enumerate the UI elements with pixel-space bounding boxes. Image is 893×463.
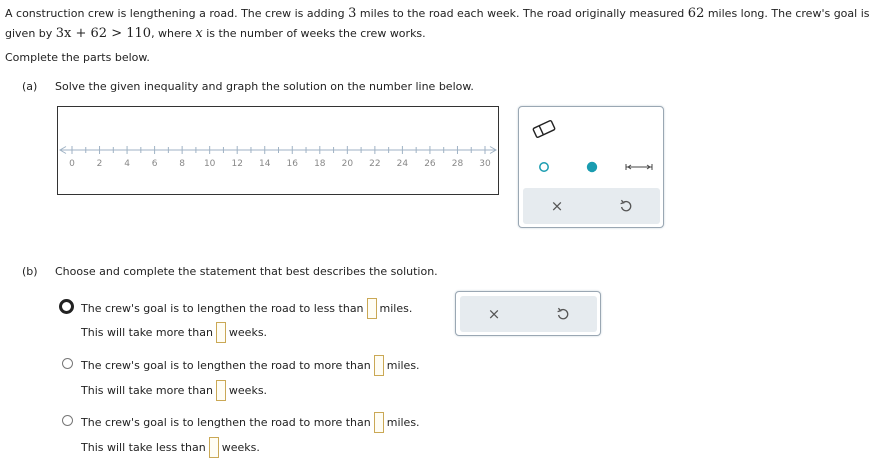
part-a-label: (a): [22, 80, 38, 93]
tick-label: 14: [259, 159, 271, 169]
part-b-undo-button[interactable]: [529, 296, 597, 332]
closed-point-tool[interactable]: [580, 155, 604, 179]
option-3-line-1: The crew's goal is to lengthen the road to more than miles.: [81, 411, 420, 433]
tick-label: 0: [69, 159, 75, 169]
close-icon: ×: [487, 305, 501, 323]
tick-label: 4: [124, 159, 130, 169]
part-b-action-bar: [460, 296, 597, 332]
segment-icon: [624, 162, 654, 172]
part-b-prompt: Choose and complete the statement that best describes the solution.: [55, 265, 438, 278]
option-1-line-2: This will take more than weeks.: [81, 321, 267, 343]
number-line[interactable]: [58, 107, 498, 194]
option-1-miles-input[interactable]: [367, 298, 377, 319]
tick-label: 22: [369, 159, 381, 169]
open-circle-icon: [538, 161, 550, 173]
option-3-radio[interactable]: [62, 415, 73, 426]
option-1-weeks-input[interactable]: [216, 322, 226, 343]
tick-label: 18: [314, 159, 326, 169]
eraser-icon: [531, 120, 557, 138]
tick-label: 2: [96, 159, 103, 169]
problem-line-1: A construction crew is lengthening a road. The crew is adding 3 miles to the road each week. The road originally measured 62 miles long. The crew's goal is: [5, 6, 870, 21]
tick-label: 6: [151, 159, 158, 169]
tick-label: 16: [286, 159, 298, 169]
problem-line-2: given by 3x + 62 > 110, where x is the number of weeks the crew works.: [5, 26, 426, 41]
option-2-line-2: This will take more than weeks.: [81, 379, 267, 401]
instructions: Complete the parts below.: [5, 51, 150, 64]
option-2-line-1: The crew's goal is to lengthen the road to more than miles.: [81, 354, 420, 376]
tick-label: 20: [341, 159, 354, 169]
undo-icon: [556, 307, 570, 321]
option-1-line-1: The crew's goal is to lengthen the road to less than miles.: [81, 297, 412, 319]
part-b-action-box: [455, 291, 601, 336]
rate-value: 3: [348, 6, 357, 21]
graph-tool-palette: [518, 106, 664, 228]
option-2-weeks-input[interactable]: [216, 380, 226, 401]
tick-label: 28: [451, 159, 464, 169]
tick-label: 30: [479, 159, 491, 169]
palette-action-bar: [523, 188, 660, 224]
eraser-tool[interactable]: [529, 117, 559, 141]
variable-x: x: [195, 26, 203, 41]
part-a-prompt: Solve the given inequality and graph the solution on the number line below.: [55, 80, 474, 93]
undo-button[interactable]: [592, 188, 660, 224]
close-icon: ×: [550, 197, 564, 215]
closed-circle-icon: [585, 160, 599, 174]
original-length-value: 62: [687, 6, 705, 21]
option-1-radio[interactable]: [59, 299, 74, 314]
open-point-tool[interactable]: [533, 156, 555, 178]
problem-statement: [5, 4, 891, 44]
inequality: 3x + 62 > 110: [55, 26, 152, 41]
clear-button[interactable]: [523, 188, 591, 224]
number-line-graph[interactable]: [57, 106, 499, 195]
tick-label: 8: [179, 159, 186, 169]
tick-label: 26: [424, 159, 436, 169]
part-b-clear-button[interactable]: [460, 296, 528, 332]
option-2-radio[interactable]: [62, 358, 73, 369]
tick-label: 24: [396, 159, 409, 169]
part-b-label: (b): [22, 265, 38, 278]
option-3-miles-input[interactable]: [374, 412, 384, 433]
segment-tool[interactable]: [622, 156, 656, 178]
tick-label: 10: [203, 159, 216, 169]
undo-icon: [619, 199, 633, 213]
option-3-line-2: This will take less than weeks.: [81, 436, 260, 458]
option-2-miles-input[interactable]: [374, 355, 384, 376]
tick-label: 12: [231, 159, 243, 169]
option-3-weeks-input[interactable]: [209, 437, 219, 458]
